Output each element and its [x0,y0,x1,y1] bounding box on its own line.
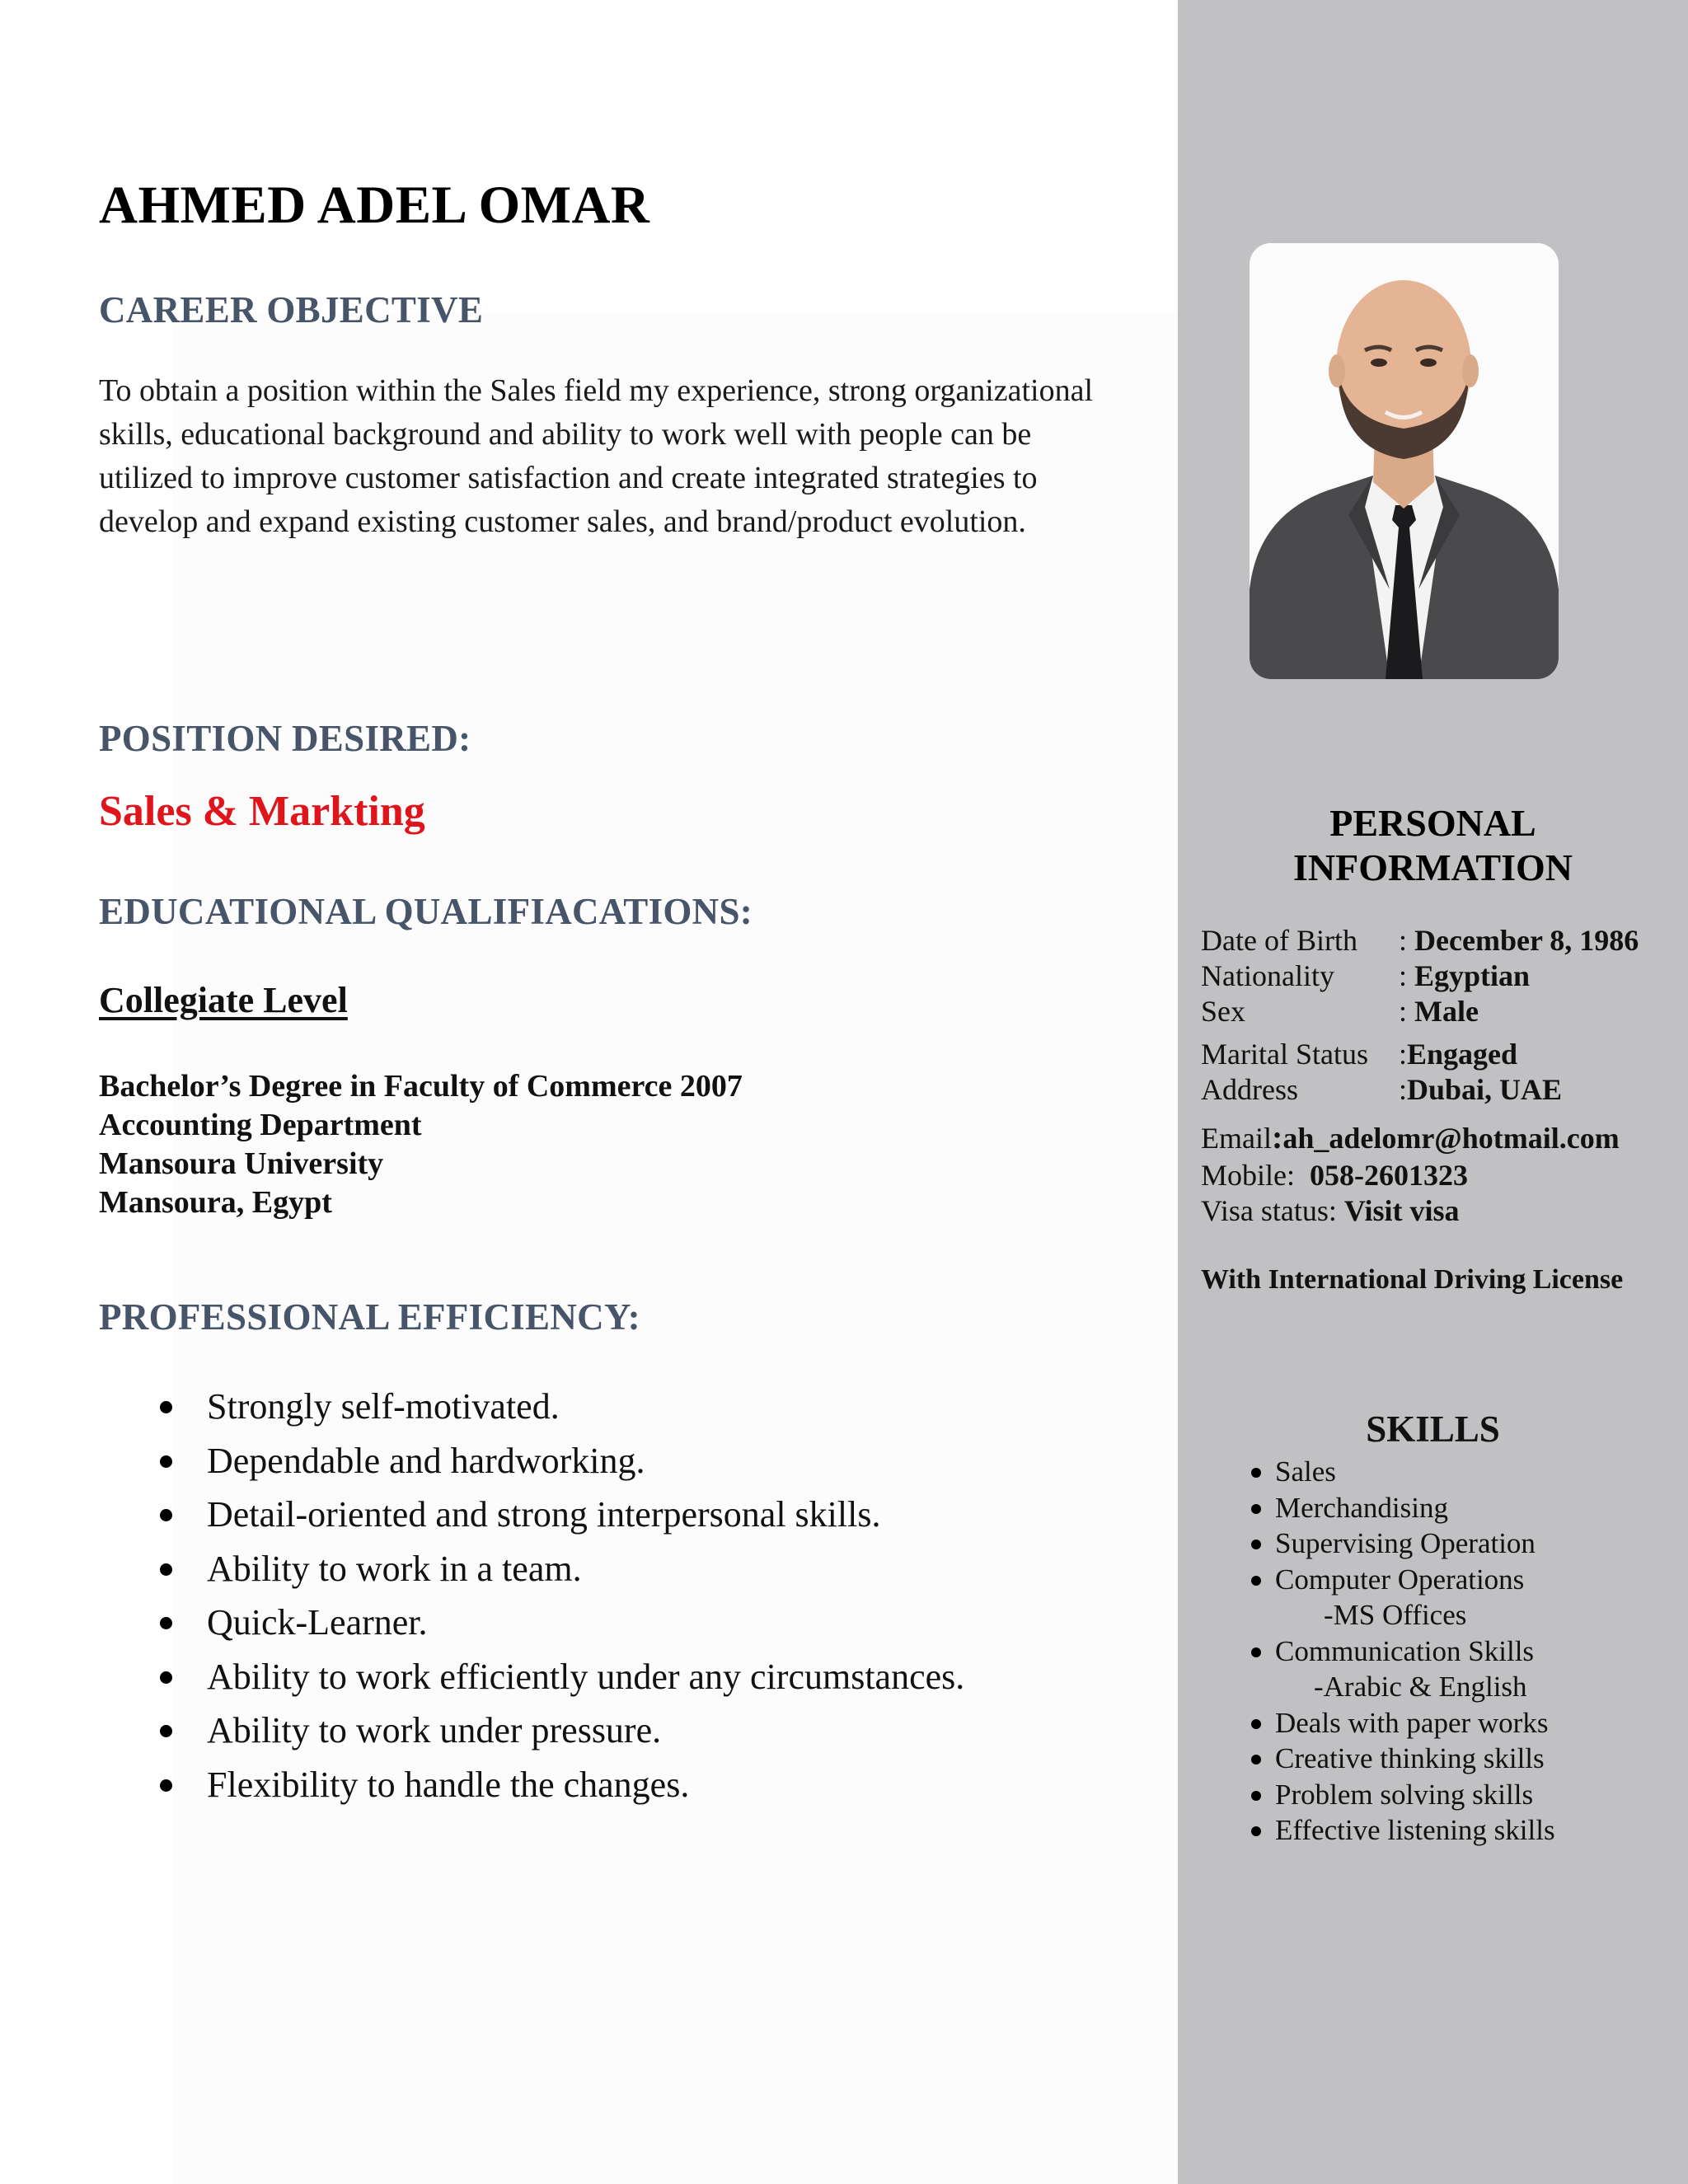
bullet-icon [1251,1791,1261,1801]
list-item: Communication Skills [1251,1633,1555,1670]
bullet-icon [1251,1504,1261,1514]
dob-value: December 8, 1986 [1414,924,1639,957]
education-level: Collegiate Level [99,980,348,1020]
dob-label: Date of Birth [1201,924,1357,957]
professional-efficiency-heading: PROFESSIONAL EFFICIENCY: [99,1296,640,1338]
portrait-illustration [1250,243,1559,679]
mobile-label: Mobile: [1201,1159,1295,1192]
list-item: Strongly self-motivated. [153,1380,964,1434]
bullet-icon [1251,1576,1261,1586]
marital-value: Engaged [1407,1038,1518,1071]
position-desired-value: Sales & Markting [99,788,425,835]
address-value: Dubai, UAE [1407,1073,1563,1106]
personal-title-line: PERSONAL [1329,802,1536,844]
email-row [1201,1118,1620,1156]
list-item: Supervising Operation [1251,1526,1555,1562]
address-label: Address [1201,1073,1298,1106]
profile-photo [1250,243,1559,679]
bullet-icon [1251,1647,1261,1657]
bullet-icon [160,1725,172,1737]
mobile-row [1201,1158,1468,1193]
bullet-icon [1251,1755,1261,1765]
visa-value: Visit visa [1343,1194,1460,1227]
bullet-icon [160,1617,172,1629]
list-item: Quick-Learner. [153,1596,964,1650]
nationality-row [1201,958,1334,993]
email-label: Email [1201,1122,1272,1155]
list-item: Detail-oriented and strong interpersonal skills. [153,1488,964,1542]
education-line: Bachelor’s Degree in Faculty of Commerce 2007 [99,1069,743,1104]
list-item: Flexibility to handle the changes. [153,1758,964,1812]
bullet-icon [1251,1719,1261,1729]
driving-license: With International Driving License [1201,1264,1624,1295]
education-line: Mansoura, Egypt [99,1185,332,1220]
list-item: Effective listening skills [1251,1812,1555,1849]
address-separator: : [1399,1073,1408,1106]
dob-row [1201,923,1357,958]
list-item: Computer Operations [1251,1562,1555,1598]
sex-value: Male [1414,995,1479,1028]
objective-line: skills, educational background and ability to work well with people can be [99,417,1032,452]
address-value-wrap [1399,1072,1562,1107]
bullet-icon [1251,1468,1261,1478]
sex-separator: : [1399,995,1415,1028]
nationality-separator: : [1399,959,1415,992]
personal-title-line: INFORMATION [1292,846,1573,888]
list-item: Creative thinking skills [1251,1741,1555,1777]
list-item: Ability to work in a team. [153,1542,964,1596]
professional-efficiency-list [153,1380,964,1811]
position-desired-heading: POSITION DESIRED: [99,718,471,759]
list-item: Problem solving skills [1251,1777,1555,1813]
list-item: -Arabic & English [1314,1671,1527,1703]
skills-title: SKILLS [1366,1408,1500,1450]
mobile-value: 058-2601323 [1310,1159,1468,1192]
list-item: Merchandising [1251,1490,1555,1526]
education-heading: EDUCATIONAL QUALIFIACATIONS: [99,891,753,932]
dob-value-wrap [1399,923,1639,958]
list-item: Deals with paper works [1251,1705,1555,1741]
marital-value-wrap [1399,1037,1517,1071]
education-line: Accounting Department [99,1108,422,1142]
candidate-name: AHMED ADEL OMAR [99,176,650,235]
email-value: ah_adelomr@hotmail.com [1282,1122,1620,1155]
bullet-icon [160,1671,172,1684]
visa-label: Visa status: [1201,1194,1337,1227]
education-details [99,1067,743,1222]
objective-line: To obtain a position within the Sales field my experience, strong organizational [99,373,1094,408]
bullet-icon [160,1401,172,1413]
sex-label: Sex [1201,995,1245,1028]
nationality-label: Nationality [1201,959,1334,992]
bullet-icon [160,1455,172,1468]
bullet-icon [160,1779,172,1792]
list-item: Ability to work efficiently under any circumstances. [153,1650,964,1704]
nationality-value-wrap [1399,958,1530,993]
marital-label: Marital Status [1201,1038,1368,1071]
education-line: Mansoura University [99,1146,384,1181]
marital-row [1201,1037,1368,1071]
career-objective-heading: CAREER OBJECTIVE [99,289,484,330]
list-item: Ability to work under pressure. [153,1704,964,1758]
list-item: -MS Offices [1324,1599,1467,1631]
career-objective-text [99,369,1170,544]
marital-separator: : [1399,1038,1408,1071]
list-item: Dependable and hardworking. [153,1434,964,1488]
objective-line: utilized to improve customer satisfaction and create integrated strategies to [99,461,1038,495]
sex-row [1201,994,1245,1029]
objective-line: develop and expand existing customer sales, and brand/product evolution. [99,504,1026,539]
bullet-icon [1251,1826,1261,1836]
skills-list [1251,1454,1555,1849]
dob-separator: : [1399,924,1415,957]
bullet-icon [1251,1540,1261,1549]
sex-value-wrap [1399,994,1479,1029]
left-column-background [173,313,1178,2184]
bullet-icon [160,1563,172,1576]
nationality-value: Egyptian [1414,959,1531,992]
bullet-icon [160,1509,172,1521]
email-separator: : [1271,1118,1283,1155]
personal-information-title [1178,801,1688,890]
list-item: Sales [1251,1454,1555,1490]
visa-row [1201,1193,1460,1228]
address-row [1201,1072,1298,1107]
